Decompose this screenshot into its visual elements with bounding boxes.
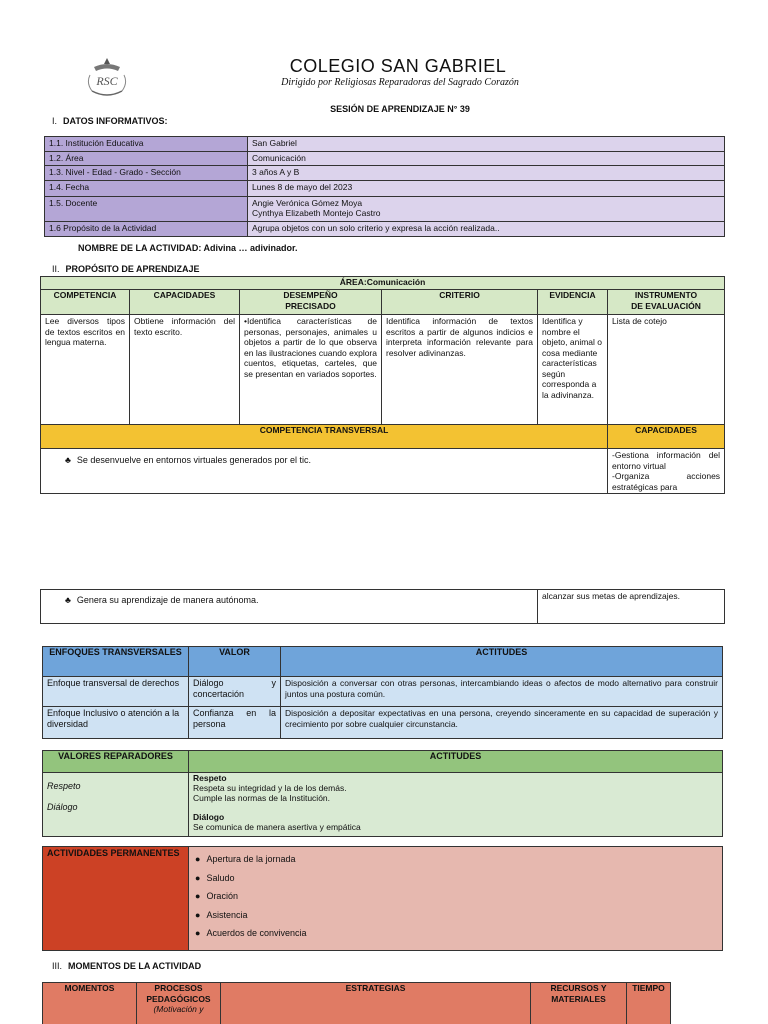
header-enfoques: ENFOQUES TRANSVERSALES [43, 647, 189, 677]
permanentes-label: ACTIVIDADES PERMANENTES [43, 847, 189, 951]
cell-desempeno: •Identifica características de personas, personajes, animales u objetos a partir de lo que observa en las ilustraciones cuando explora cuentos, etiquetas, carteles, que se presentan en variados soportes. [240, 315, 382, 425]
cell-criterio: Identifica información de textos escritos a partir de algunos indicios e interpreta información relevante para resolver adivinanzas. [382, 315, 538, 425]
table-row [41, 315, 725, 425]
school-crest-icon [84, 55, 130, 101]
cell-actitud: Disposición a conversar con otras personas, intercambiando ideas o afectos de modo alternativo para construir juntos una postura común. [281, 677, 723, 707]
table-row [43, 707, 723, 739]
header-evidencia: EVIDENCIA [538, 290, 608, 315]
header-valor: VALOR [189, 647, 281, 677]
info-row [45, 221, 725, 236]
header-tiempo: TIEMPO [627, 983, 671, 1024]
header-estrategias: ESTRATEGIAS [221, 983, 531, 1024]
teacher-name-2: Cynthya Elizabeth Montejo Castro [252, 208, 381, 218]
cell-capacidades: Obtiene información del texto escrito. [130, 315, 240, 425]
info-label: 1.5. Docente [45, 196, 248, 221]
list-item: ● Apertura de la jornada [195, 850, 722, 869]
section-datos-informativos: I. DATOS INFORMATIVOS: [52, 116, 168, 126]
info-value [248, 196, 725, 221]
club-bullet-icon: ♣ [65, 455, 71, 465]
table-row [43, 677, 723, 707]
cell-valor: Confianza en la persona [189, 707, 281, 739]
valores-table [42, 750, 723, 837]
cell-valor: Diálogo y concertación [189, 677, 281, 707]
header-criterio: CRITERIO [382, 290, 538, 315]
permanentes-list [189, 847, 723, 951]
table-row [41, 590, 725, 624]
info-value: Comunicación [248, 152, 725, 166]
info-row [45, 165, 725, 180]
info-row [45, 152, 725, 166]
list-item: ● Asistencia [195, 906, 722, 925]
cell-actitud: Disposición a depositar expectativas en una persona, creyendo sinceramente en su capacidad de superación y crecimiento por sobre cualquier circunstancia. [281, 707, 723, 739]
cell-enfoque: Enfoque Inclusivo o atención a la diversidad [43, 707, 189, 739]
transversal-item: ♣ Genera su aprendizaje de manera autónoma. [41, 590, 538, 624]
header-competencia: COMPETENCIA [41, 290, 130, 315]
cell-valores: Respeto Diálogo [43, 773, 189, 837]
info-value: Lunes 8 de mayo del 2023 [248, 180, 725, 196]
transversal-table-continued [40, 589, 725, 624]
list-item: ● Oración [195, 887, 722, 906]
info-label: 1.6 Propósito de la Actividad [45, 221, 248, 236]
club-bullet-icon: ♣ [65, 595, 71, 605]
header-actitudes: ACTITUDES [281, 647, 723, 677]
actividades-permanentes-table [42, 846, 723, 951]
school-motto: Dirigido por Religiosas Reparadoras del Sagrado Corazón [281, 77, 519, 88]
header-procesos: PROCESOS PEDAGÓGICOS (Motivación y [137, 983, 221, 1024]
header-competencia-transversal: COMPETENCIA TRANSVERSAL [41, 425, 608, 449]
header-recursos: RECURSOS Y MATERIALES [531, 983, 627, 1024]
header-instrumento: INSTRUMENTO DE EVALUACIÓN [608, 290, 725, 315]
list-item: ● Acuerdos de convivencia [195, 924, 722, 943]
cell-enfoque: Enfoque transversal de derechos [43, 677, 189, 707]
info-value: 3 años A y B [248, 165, 725, 180]
header-momentos: MOMENTOS [43, 983, 137, 1024]
svg-text:RSC: RSC [96, 74, 118, 88]
info-label: 1.4. Fecha [45, 180, 248, 196]
area-header: ÁREA:Comunicación [41, 277, 725, 290]
section-proposito: II. PROPÓSITO DE APRENDIZAJE [52, 264, 200, 274]
school-name: COLEGIO SAN GABRIEL [289, 56, 507, 76]
header-capacidades: CAPACIDADES [130, 290, 240, 315]
momentos-table [42, 982, 671, 1024]
info-label: 1.2. Área [45, 152, 248, 166]
info-value: San Gabriel [248, 137, 725, 152]
enfoques-table [42, 646, 723, 739]
table-row [41, 449, 725, 494]
header-actitudes: ACTITUDES [189, 751, 723, 773]
info-label: 1.3. Nivel - Edad - Grado - Sección [45, 165, 248, 180]
info-value: Agrupa objetos con un solo criterio y expresa la acción realizada.. [248, 221, 725, 236]
section-momentos: III. MOMENTOS DE LA ACTIVIDAD [52, 961, 202, 971]
header-valores: VALORES REPARADORES [43, 751, 189, 773]
table-row [43, 773, 723, 837]
header-capacidades-transversal: CAPACIDADES [608, 425, 725, 449]
session-title: SESIÓN DE APRENDIZAJE N° 39 [330, 104, 470, 114]
transversal-capacidades: -Gestiona información del entorno virtual -Organiza acciones estratégicas para [608, 449, 725, 494]
info-table [44, 136, 725, 237]
info-row [45, 180, 725, 196]
transversal-item: ♣ Se desenvuelve en entornos virtuales generados por el tic. [41, 449, 608, 494]
list-item: ● Saludo [195, 869, 722, 888]
cell-instrumento: Lista de cotejo [608, 315, 725, 425]
transversal-capacidades: alcanzar sus metas de aprendizajes. [538, 590, 725, 624]
info-row [45, 137, 725, 152]
header-desempeno: DESEMPEÑO PRECISADO [240, 290, 382, 315]
activity-name: NOMBRE DE LA ACTIVIDAD: Adivina … adivinador. [78, 243, 298, 253]
cell-evidencia: Identifica y nombre el objeto, animal o cosa mediante características según corresponda a la adivinanza. [538, 315, 608, 425]
info-row [45, 196, 725, 221]
cell-actitudes: Respeto Respeta su integridad y la de los demás. Cumple las normas de la Institución. Diálogo Se comunica de manera asertiva y empática [189, 773, 723, 837]
cell-competencia: Lee diversos tipos de textos escritos en lengua materna. [41, 315, 130, 425]
teacher-name-1: Angie Verónica Gómez Moya [252, 197, 363, 208]
proposito-table [40, 276, 725, 494]
info-label: 1.1. Institución Educativa [45, 137, 248, 152]
